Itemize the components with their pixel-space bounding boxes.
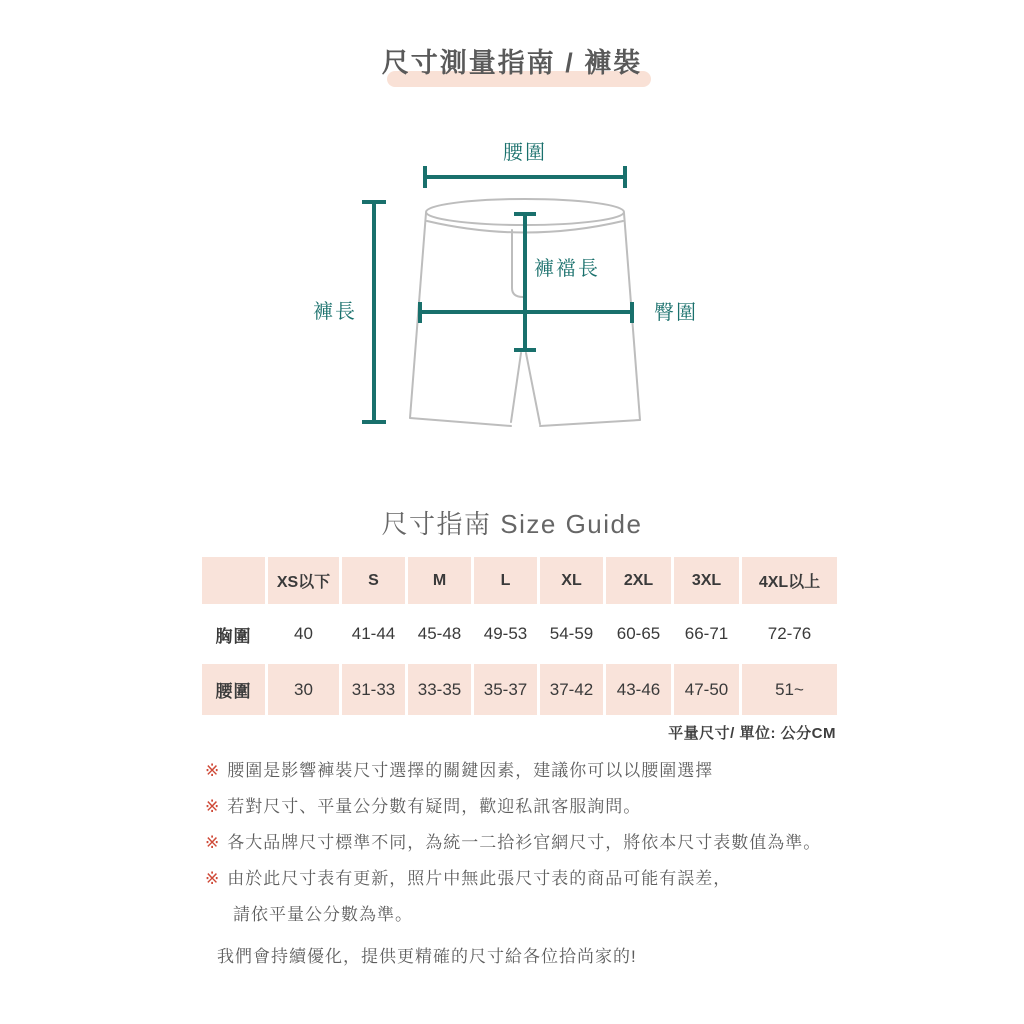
table-cell: 30 [268,664,339,715]
right-inner-leg-seam [526,353,540,424]
notes-section [205,760,845,982]
hip-label: 臀圍 [654,302,698,324]
table-col-header: 3XL [674,557,739,604]
footer-message: 我們會持續優化，提供更精確的尺寸給各位拾尚家的! [217,947,637,966]
note-text: 腰圍是影響褲裝尺寸選擇的關鍵因素，建議你可以以腰圍選擇 [227,761,714,780]
table-row-header-waist: 腰圍 [202,664,265,715]
measurement-lines [362,166,632,422]
table-col-header: 4XL以上 [742,557,837,604]
pant-length-label: 褲長 [313,301,357,323]
crotch-length-measure-line [514,214,536,350]
table-cell: 35-37 [474,664,537,715]
reference-mark-icon: ※ [205,833,221,852]
right-hem [540,420,640,426]
table-cell: 60-65 [606,609,671,659]
left-inner-leg-seam [511,353,521,422]
table-cell: 54-59 [540,609,603,659]
size-guide-heading: 尺寸指南 Size Guide [381,509,643,539]
table-cell: 49-53 [474,609,537,659]
table-cell: 37-42 [540,664,603,715]
note-text: 若對尺寸、平量公分數有疑問，歡迎私訊客服詢問。 [227,797,642,816]
note-item [205,868,845,890]
table-cell: 47-50 [674,664,739,715]
note-continuation: 請依平量公分數為準。 [233,905,413,924]
table-col-header: L [474,557,537,604]
reference-mark-icon: ※ [205,761,221,780]
table-row-header-chest: 胸圍 [202,609,265,659]
table-cell: 41-44 [342,609,405,659]
table-cell: 66-71 [674,609,739,659]
crotch-length-label: 褲襠長 [534,258,600,280]
table-corner-cell [202,557,265,604]
table-cell: 40 [268,609,339,659]
note-item [205,832,845,854]
table-col-header: XS以下 [268,557,339,604]
page-title: 尺寸測量指南 / 褲裝 [381,48,643,78]
reference-mark-icon: ※ [205,869,221,888]
left-hem [410,418,511,426]
unit-note: 平量尺寸/ 單位: 公分CM [668,725,836,742]
note-text: 各大品牌尺寸標準不同，為統一二拾衫官網尺寸，將依本尺寸表數值為準。 [227,833,822,852]
pant-length-measure-line [362,202,386,422]
table-col-header: M [408,557,471,604]
size-table [202,557,837,715]
note-text: 由於此尺寸表有更新，照片中無此張尺寸表的商品可能有誤差， [227,869,732,888]
table-col-header: S [342,557,405,604]
table-cell: 43-46 [606,664,671,715]
pants-measurement-diagram [0,0,1024,470]
table-cell: 72-76 [742,609,837,659]
reference-mark-icon: ※ [205,797,221,816]
fly-seam [512,230,523,297]
table-cell: 31-33 [342,664,405,715]
table-cell: 51~ [742,664,837,715]
note-item [205,760,845,782]
waist-measure-line [425,166,625,188]
table-col-header: 2XL [606,557,671,604]
table-cell: 45-48 [408,609,471,659]
table-cell: 33-35 [408,664,471,715]
table-col-header: XL [540,557,603,604]
note-item [205,796,845,818]
waist-label: 腰圍 [503,142,547,164]
